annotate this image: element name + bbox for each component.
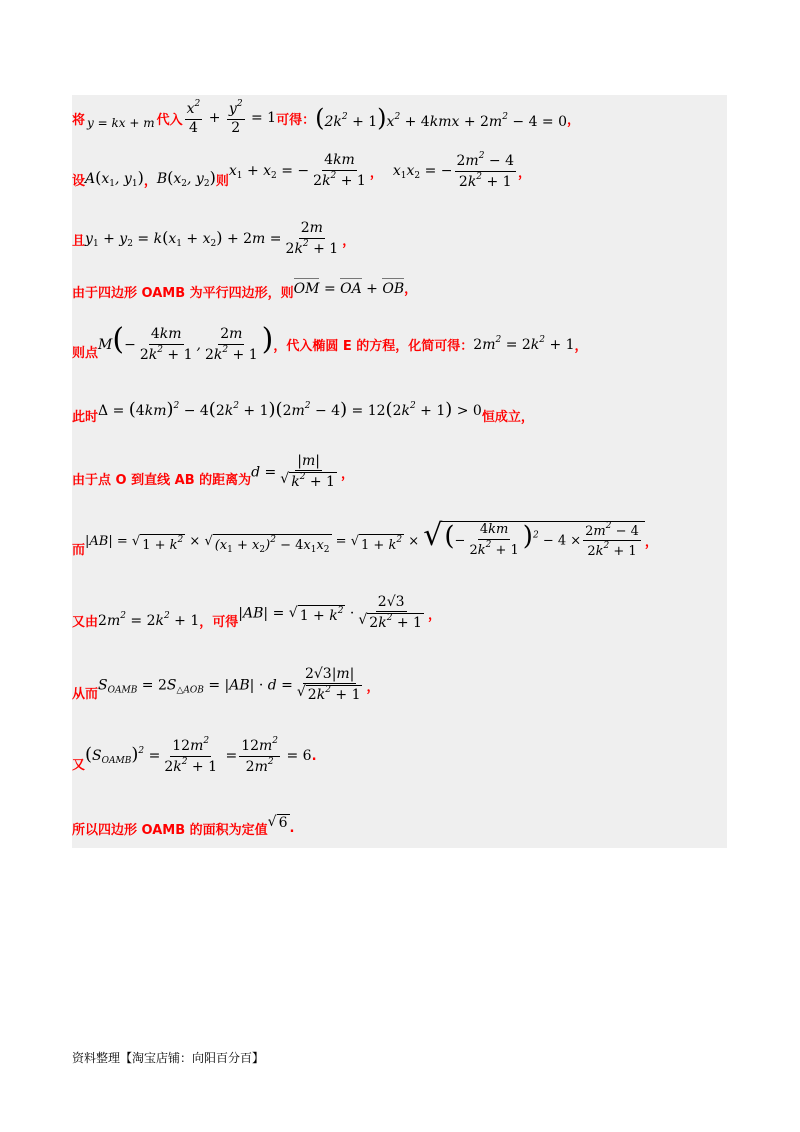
line-4 [72,270,417,304]
formula: OM = OA + OB [294,278,404,297]
text: ， [567,112,581,128]
text: 从而 [72,686,99,702]
line-11 [72,734,317,778]
text: ， [369,165,383,181]
formula: y = kx + m [87,116,155,130]
text: 又由 [72,614,99,630]
line-8 [72,514,658,566]
text: ， [404,281,418,297]
text: ， [427,607,441,623]
text: . [289,820,295,836]
text: 设 [72,173,86,189]
line-2 [72,150,531,192]
text: 又 [72,757,86,773]
formula: $A(x_1$, $y_1$) [85,167,144,189]
line-6 [72,394,534,426]
text: 恒成立， [481,409,534,425]
line-1 [72,100,580,136]
formula: $x_1x_2$ = − $\frac{2m^2 - 4}{2k^2 + 1}$ [392,151,514,190]
text: . [311,748,317,764]
line-3 [72,218,355,260]
text: 所以四边形 OAMB 的面积为定值 [72,822,268,838]
formula: $S_{OAMB} = 2S_{\triangle AOB} = |AB| \cdot d$ = 2√3|m| √ $2k^2 + 1$ [98,665,361,703]
formula: $\frac{x^2}{4}$ + $\frac{y^2}{2}$ = 1 [186,99,277,136]
formula: $(S_{OAMB})^2$ = $\frac{12m^2}{2k^2 + 1}$ = $\frac{12m^2}{2m^2}$ = 6 [85,736,312,775]
line-5 [72,322,588,366]
text: ， [517,165,531,181]
text: ， [342,233,356,249]
text: 代入 [156,112,183,128]
text: ，代入椭圆 E 的方程，化简可得： [273,338,474,354]
text: ，可得 [199,614,239,630]
text: ， [644,534,658,550]
line-7 [72,450,354,494]
text: 则 [215,173,229,189]
formula: $\Delta = (4km)^2 - 4(2k^2 + 1)(2m^2 - 4) = 12(2k^2 + 1) > 0$ [98,399,482,420]
footer-credit: 资料整理【淘宝店铺：向阳百分百】 [72,1051,265,1065]
text: 而 [72,542,86,558]
text: ， [340,466,354,482]
formula: |AB| = √ $1 + k^2$ × √ $(x_1 + x_2)^2 - 4x_1x_2$ = √ $1 + k^2$ × √ (− $\frac{4km}{2k^2 + 1}$ )$^2$ − 4 × $\frac{2m^2 - 4}{2k^2 + 1}$ [85,521,645,560]
text: 可得： [276,112,316,128]
formula: $B(x_2$, $y_2$) [156,167,216,189]
text: 由于点 O 到直线 AB 的距离为 [72,472,252,488]
formula: d = |m| √ $k^2 + 1$ [251,452,335,490]
text: 此时 [72,409,99,425]
text: ， [366,679,380,695]
text: ， [143,173,157,189]
line-9 [72,590,441,636]
line-12 [72,806,294,838]
text: 且 [72,233,86,249]
text: 由于四边形 OAMB 为平行四边形，则 [72,285,294,301]
formula: $2m^2 = 2k^2 + 1$ [98,611,200,629]
formula: $x_1 + x_2$ = − $\frac{4km}{2k^2 + 1}$ [228,152,366,189]
formula: |AB| = √ $1 + k^2$ · 2√3 √ $2k^2 + 1$ [238,593,422,631]
formula: √ 6 [267,813,288,831]
formula: M(− $\frac{4km}{2k^2 + 1}$ , $\frac{2m}{2k^2 + 1}$ ) [98,322,274,363]
line-10 [72,662,380,708]
text: 将 [72,112,86,128]
text: 则点 [72,345,99,361]
formula: $(2k^2 + 1)x^2 + 4kmx + 2m^2 - 4 = 0$ [315,104,568,132]
formula: $2m^2 = 2k^2 + 1$ [473,335,575,353]
formula: $y_1 + y_2 = k(x_1 + x_2) + 2m$ = $\frac{2m}{2k^2 + 1}$ [85,220,339,257]
text: ， [574,338,588,354]
